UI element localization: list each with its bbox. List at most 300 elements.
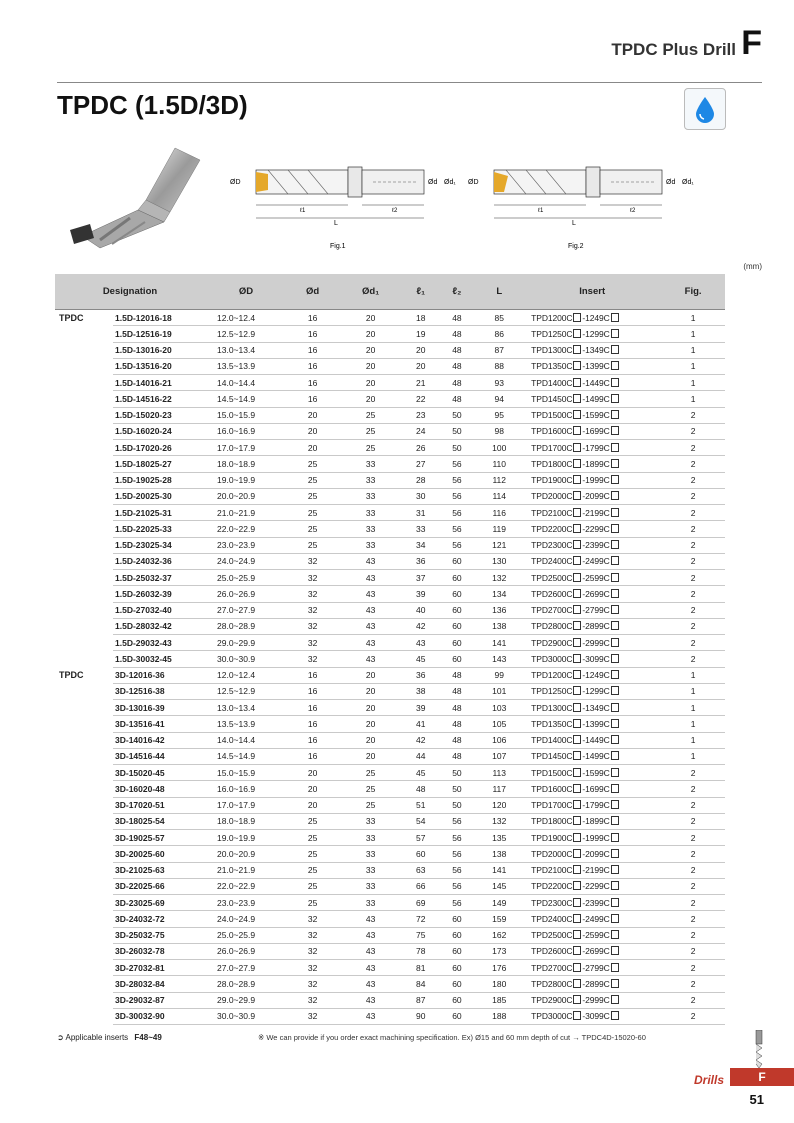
cell-designation: 1.5D-30032-45	[113, 651, 205, 667]
cell-insert: TPD1200C -1249C	[523, 667, 661, 683]
cell-designation: 1.5D-29032-43	[113, 635, 205, 651]
blank-box-icon	[573, 703, 581, 712]
cell-designation: 1.5D-21025-31	[113, 505, 205, 521]
blank-box-icon	[611, 638, 619, 647]
fig1-label-l1: ℓ1	[300, 208, 306, 214]
spec-table	[55, 274, 725, 1025]
blank-box-icon	[611, 898, 619, 907]
cell-d1: 20	[338, 683, 403, 699]
cell-designation: 1.5D-14516-22	[113, 391, 205, 407]
cell-L: 103	[475, 700, 523, 716]
cell-insert: TPD2400C -2499C	[523, 553, 661, 569]
cell-designation: 1.5D-14016-21	[113, 375, 205, 391]
cell-d1: 43	[338, 553, 403, 569]
cell-designation: 1.5D-27032-40	[113, 602, 205, 618]
cell-l2: 60	[439, 992, 476, 1008]
cell-insert: TPD2300C -2399C	[523, 537, 661, 553]
blank-box-icon	[611, 914, 619, 923]
cell-fig: 1	[661, 391, 725, 407]
cell-fig: 2	[661, 862, 725, 878]
cell-L: 99	[475, 667, 523, 683]
cell-fig: 2	[661, 618, 725, 634]
cell-l1: 44	[403, 748, 439, 764]
cell-fig: 2	[661, 1008, 725, 1024]
cell-d: 32	[287, 1008, 338, 1024]
cell-l1: 45	[403, 765, 439, 781]
blank-box-icon	[573, 638, 581, 647]
cell-insert: TPD1800C -1899C	[523, 456, 661, 472]
table-row	[55, 846, 725, 862]
blank-box-icon	[573, 329, 581, 338]
cell-D: 13.0~13.4	[205, 700, 287, 716]
blank-box-icon	[611, 800, 619, 809]
cell-fig: 1	[661, 683, 725, 699]
cell-d1: 25	[338, 797, 403, 813]
cell-d1: 25	[338, 440, 403, 456]
cell-D: 14.5~14.9	[205, 748, 287, 764]
cell-fig: 2	[661, 488, 725, 504]
cell-d1: 25	[338, 423, 403, 439]
col-header-L: L	[475, 274, 523, 310]
cell-l2: 50	[439, 781, 476, 797]
cell-L: 106	[475, 732, 523, 748]
cell-D: 25.0~25.9	[205, 927, 287, 943]
figure-1-diagram	[228, 150, 488, 250]
applicable-inserts	[57, 1033, 162, 1042]
cell-l2: 60	[439, 553, 476, 569]
table-row	[55, 505, 725, 521]
cell-fig: 2	[661, 440, 725, 456]
cell-l1: 41	[403, 716, 439, 732]
cell-l2: 60	[439, 635, 476, 651]
table-row	[55, 358, 725, 374]
spec-table-body	[55, 310, 725, 1025]
cell-d: 25	[287, 521, 338, 537]
cell-fig: 2	[661, 846, 725, 862]
table-row	[55, 553, 725, 569]
cell-d1: 43	[338, 1008, 403, 1024]
cell-l1: 66	[403, 878, 439, 894]
cell-fig: 1	[661, 667, 725, 683]
fig1-label-D: ØD	[230, 179, 241, 186]
cell-insert: TPD1350C -1399C	[523, 716, 661, 732]
cell-L: 138	[475, 618, 523, 634]
fig1-label-d1: Ød₁	[444, 179, 456, 186]
cell-l2: 56	[439, 537, 476, 553]
table-row	[55, 797, 725, 813]
blank-box-icon	[573, 784, 581, 793]
cell-designation: 3D-29032-87	[113, 992, 205, 1008]
table-row	[55, 716, 725, 732]
cell-l2: 56	[439, 895, 476, 911]
cell-d: 25	[287, 895, 338, 911]
blank-box-icon	[611, 735, 619, 744]
cell-D: 19.0~19.9	[205, 830, 287, 846]
blank-box-icon	[573, 654, 581, 663]
table-row	[55, 651, 725, 667]
blank-box-icon	[573, 540, 581, 549]
cell-fig: 1	[661, 310, 725, 326]
cell-d: 20	[287, 423, 338, 439]
blank-box-icon	[611, 443, 619, 452]
cell-d1: 43	[338, 586, 403, 602]
cell-L: 95	[475, 407, 523, 423]
cell-fig: 1	[661, 716, 725, 732]
blank-box-icon	[573, 751, 581, 760]
table-row	[55, 830, 725, 846]
cell-l1: 18	[403, 310, 439, 326]
cell-L: 132	[475, 813, 523, 829]
cell-L: 120	[475, 797, 523, 813]
cell-insert: TPD2600C -2699C	[523, 943, 661, 959]
cell-l1: 33	[403, 521, 439, 537]
table-row	[55, 602, 725, 618]
cell-l1: 42	[403, 732, 439, 748]
cell-l2: 60	[439, 586, 476, 602]
cell-l2: 60	[439, 927, 476, 943]
fig1-caption: Fig.1	[330, 243, 346, 250]
table-row	[55, 326, 725, 342]
cell-d: 32	[287, 618, 338, 634]
cell-d: 16	[287, 326, 338, 342]
cell-L: 145	[475, 878, 523, 894]
cell-D: 18.0~18.9	[205, 813, 287, 829]
figure-2-diagram	[466, 150, 726, 250]
blank-box-icon	[573, 475, 581, 484]
blank-box-icon	[573, 378, 581, 387]
fig2-label-l1: ℓ1	[538, 208, 544, 214]
cell-d: 32	[287, 635, 338, 651]
cell-d: 25	[287, 488, 338, 504]
cell-L: 185	[475, 992, 523, 1008]
blank-box-icon	[611, 930, 619, 939]
cell-l2: 50	[439, 797, 476, 813]
cell-d: 25	[287, 456, 338, 472]
cell-d: 25	[287, 862, 338, 878]
table-row	[55, 375, 725, 391]
cell-d1: 25	[338, 781, 403, 797]
cell-d: 32	[287, 992, 338, 1008]
cell-l2: 48	[439, 716, 476, 732]
fig2-caption: Fig.2	[568, 243, 584, 250]
blank-box-icon	[611, 849, 619, 858]
coolant-drop-icon	[684, 88, 726, 130]
cell-l1: 31	[403, 505, 439, 521]
cell-L: 141	[475, 862, 523, 878]
cell-d: 16	[287, 375, 338, 391]
blank-box-icon	[573, 556, 581, 565]
cell-designation: 3D-14516-44	[113, 748, 205, 764]
cell-l1: 37	[403, 570, 439, 586]
cell-l2: 50	[439, 407, 476, 423]
cell-L: 134	[475, 586, 523, 602]
cell-designation: 3D-18025-54	[113, 813, 205, 829]
blank-box-icon	[573, 719, 581, 728]
drill-illustration	[60, 140, 220, 260]
cell-L: 110	[475, 456, 523, 472]
cell-D: 23.0~23.9	[205, 537, 287, 553]
cell-d: 32	[287, 927, 338, 943]
cell-fig: 2	[661, 472, 725, 488]
cell-D: 29.0~29.9	[205, 635, 287, 651]
cell-l2: 48	[439, 700, 476, 716]
cell-insert: TPD1600C -1699C	[523, 781, 661, 797]
cell-D: 24.0~24.9	[205, 911, 287, 927]
cell-l2: 60	[439, 570, 476, 586]
blank-box-icon	[611, 881, 619, 890]
cell-d: 32	[287, 570, 338, 586]
cell-fig: 2	[661, 570, 725, 586]
cell-d: 16	[287, 683, 338, 699]
cell-l2: 50	[439, 423, 476, 439]
table-row	[55, 765, 725, 781]
table-row	[55, 472, 725, 488]
cell-insert: TPD2800C -2899C	[523, 618, 661, 634]
blank-box-icon	[611, 784, 619, 793]
cell-fig: 1	[661, 358, 725, 374]
cell-l2: 56	[439, 830, 476, 846]
cell-l2: 60	[439, 602, 476, 618]
cell-insert: TPD1400C -1449C	[523, 375, 661, 391]
table-row	[55, 667, 725, 683]
cell-d: 32	[287, 586, 338, 602]
cell-l2: 60	[439, 960, 476, 976]
col-header-l1: ℓ₁	[403, 274, 439, 310]
cell-fig: 2	[661, 407, 725, 423]
cell-l1: 43	[403, 635, 439, 651]
cell-designation: 3D-12516-38	[113, 683, 205, 699]
blank-box-icon	[573, 589, 581, 598]
table-row	[55, 1008, 725, 1024]
table-row	[55, 456, 725, 472]
cell-l1: 24	[403, 423, 439, 439]
col-header-fig: Fig.	[661, 274, 725, 310]
blank-box-icon	[573, 881, 581, 890]
cell-d: 16	[287, 342, 338, 358]
cell-designation: 1.5D-12516-19	[113, 326, 205, 342]
group-label: TPDC	[59, 313, 84, 323]
cell-d1: 43	[338, 618, 403, 634]
cell-D: 12.0~12.4	[205, 667, 287, 683]
cell-l1: 72	[403, 911, 439, 927]
cell-designation: 1.5D-24032-36	[113, 553, 205, 569]
blank-box-icon	[573, 946, 581, 955]
cell-L: 88	[475, 358, 523, 374]
group-label: TPDC	[59, 670, 84, 680]
cell-D: 20.0~20.9	[205, 846, 287, 862]
cell-insert: TPD1700C -1799C	[523, 440, 661, 456]
cell-insert: TPD2000C -2099C	[523, 846, 661, 862]
cell-d1: 20	[338, 748, 403, 764]
cell-l2: 60	[439, 911, 476, 927]
cell-d: 16	[287, 667, 338, 683]
cell-L: 188	[475, 1008, 523, 1024]
cell-d: 32	[287, 602, 338, 618]
cell-l1: 84	[403, 976, 439, 992]
cell-l1: 23	[403, 407, 439, 423]
blank-box-icon	[573, 491, 581, 500]
cell-l2: 48	[439, 667, 476, 683]
cell-insert: TPD1450C -1499C	[523, 391, 661, 407]
blank-box-icon	[573, 930, 581, 939]
cell-D: 29.0~29.9	[205, 992, 287, 1008]
cell-l1: 36	[403, 667, 439, 683]
cell-L: 176	[475, 960, 523, 976]
cell-fig: 1	[661, 748, 725, 764]
cell-insert: TPD2900C -2999C	[523, 992, 661, 1008]
cell-l2: 48	[439, 310, 476, 326]
blank-box-icon	[611, 995, 619, 1004]
cell-fig: 2	[661, 602, 725, 618]
blank-box-icon	[573, 735, 581, 744]
fig2-label-l2: ℓ2	[630, 208, 636, 214]
cell-l2: 50	[439, 440, 476, 456]
cell-D: 16.0~16.9	[205, 423, 287, 439]
fig2-label-d1: Ød₁	[682, 179, 694, 186]
blank-box-icon	[611, 768, 619, 777]
blank-box-icon	[611, 556, 619, 565]
cell-L: 112	[475, 472, 523, 488]
col-header-D: ØD	[205, 274, 287, 310]
cell-d: 32	[287, 960, 338, 976]
cell-L: 98	[475, 423, 523, 439]
blank-box-icon	[611, 963, 619, 972]
cell-designation: 1.5D-28032-42	[113, 618, 205, 634]
cell-D: 12.5~12.9	[205, 683, 287, 699]
cell-insert: TPD2800C -2899C	[523, 976, 661, 992]
table-row	[55, 488, 725, 504]
cell-l1: 27	[403, 456, 439, 472]
cell-d1: 25	[338, 407, 403, 423]
cell-D: 14.5~14.9	[205, 391, 287, 407]
cell-insert: TPD2400C -2499C	[523, 911, 661, 927]
cell-fig: 2	[661, 505, 725, 521]
table-row	[55, 911, 725, 927]
blank-box-icon	[573, 670, 581, 679]
cell-D: 14.0~14.4	[205, 732, 287, 748]
table-row	[55, 570, 725, 586]
table-row	[55, 537, 725, 553]
cell-l1: 90	[403, 1008, 439, 1024]
blank-box-icon	[611, 670, 619, 679]
cell-d: 20	[287, 407, 338, 423]
cell-fig: 2	[661, 586, 725, 602]
cell-d1: 43	[338, 635, 403, 651]
cell-l1: 75	[403, 927, 439, 943]
arrow-circle-icon: ➲	[57, 1033, 64, 1042]
cell-L: 100	[475, 440, 523, 456]
cell-L: 86	[475, 326, 523, 342]
col-header-d: Ød	[287, 274, 338, 310]
cell-fig: 1	[661, 732, 725, 748]
section-letter: F	[741, 24, 762, 62]
blank-box-icon	[573, 833, 581, 842]
cell-L: 117	[475, 781, 523, 797]
cell-l2: 60	[439, 618, 476, 634]
blank-box-icon	[573, 394, 581, 403]
blank-box-icon	[573, 313, 581, 322]
table-row	[55, 618, 725, 634]
blank-box-icon	[573, 1011, 581, 1020]
cell-d1: 43	[338, 911, 403, 927]
blank-box-icon	[611, 621, 619, 630]
blank-box-icon	[611, 378, 619, 387]
blank-box-icon	[573, 508, 581, 517]
table-row	[55, 976, 725, 992]
cell-D: 12.0~12.4	[205, 310, 287, 326]
cell-D: 22.0~22.9	[205, 878, 287, 894]
cell-fig: 2	[661, 521, 725, 537]
cell-insert: TPD1600C -1699C	[523, 423, 661, 439]
cell-l2: 50	[439, 765, 476, 781]
cell-d1: 43	[338, 960, 403, 976]
cell-designation: 1.5D-12016-18	[113, 310, 205, 326]
cell-d1: 33	[338, 521, 403, 537]
cell-fig: 2	[661, 927, 725, 943]
cell-designation: 3D-28032-84	[113, 976, 205, 992]
cell-designation: 3D-19025-57	[113, 830, 205, 846]
cell-D: 17.0~17.9	[205, 440, 287, 456]
cell-L: 132	[475, 570, 523, 586]
cell-d: 20	[287, 781, 338, 797]
cell-L: 119	[475, 521, 523, 537]
cell-d: 16	[287, 310, 338, 326]
cell-designation: 3D-25032-75	[113, 927, 205, 943]
cell-fig: 2	[661, 976, 725, 992]
cell-insert: TPD1200C -1249C	[523, 310, 661, 326]
cell-L: 180	[475, 976, 523, 992]
cell-L: 105	[475, 716, 523, 732]
cell-l2: 56	[439, 488, 476, 504]
cell-D: 18.0~18.9	[205, 456, 287, 472]
blank-box-icon	[611, 686, 619, 695]
cell-l2: 48	[439, 683, 476, 699]
cell-D: 22.0~22.9	[205, 521, 287, 537]
blank-box-icon	[573, 963, 581, 972]
cell-fig: 1	[661, 700, 725, 716]
table-row	[55, 878, 725, 894]
blank-box-icon	[573, 524, 581, 533]
blank-box-icon	[573, 849, 581, 858]
cell-L: 173	[475, 943, 523, 959]
cell-D: 28.0~28.9	[205, 976, 287, 992]
cell-L: 94	[475, 391, 523, 407]
blank-box-icon	[611, 524, 619, 533]
cell-d1: 33	[338, 895, 403, 911]
cell-D: 24.0~24.9	[205, 553, 287, 569]
cell-insert: TPD2300C -2399C	[523, 895, 661, 911]
blank-box-icon	[611, 491, 619, 500]
cell-d1: 20	[338, 358, 403, 374]
blank-box-icon	[611, 329, 619, 338]
cell-fig: 2	[661, 813, 725, 829]
cell-l1: 42	[403, 618, 439, 634]
cell-d: 25	[287, 472, 338, 488]
cell-L: 130	[475, 553, 523, 569]
cell-fig: 2	[661, 878, 725, 894]
cell-l2: 48	[439, 375, 476, 391]
cell-insert: TPD1500C -1599C	[523, 407, 661, 423]
cell-d: 16	[287, 748, 338, 764]
cell-designation: 3D-26032-78	[113, 943, 205, 959]
cell-insert: TPD1500C -1599C	[523, 765, 661, 781]
table-row	[55, 700, 725, 716]
cell-insert: TPD1800C -1899C	[523, 813, 661, 829]
cell-fig: 2	[661, 423, 725, 439]
table-row	[55, 992, 725, 1008]
cell-l1: 57	[403, 830, 439, 846]
fig2-label-d: Ød	[666, 179, 676, 186]
